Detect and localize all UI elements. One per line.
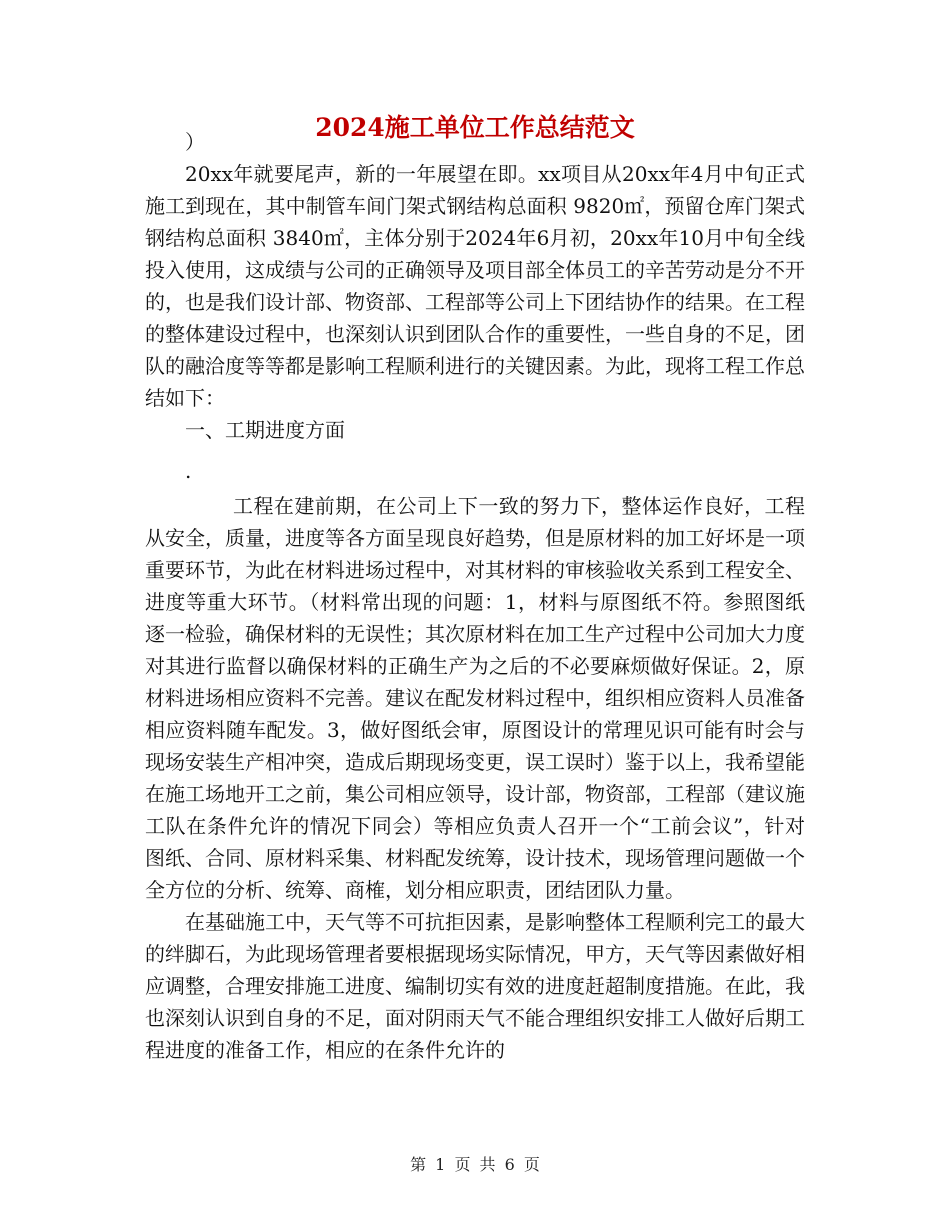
stray-dot: . xyxy=(185,459,192,483)
page-number-footer: 第 1 页 共 6 页 xyxy=(410,1155,540,1174)
document-title: 2024施工单位工作总结范文 xyxy=(315,113,635,142)
paragraph-materials: 工程在建前期，在公司上下一致的努力下，整体运作良好，工程从安全，质量，进度等各方面呈现良好趋势，但是原材料的加工好坏是一项重要环节，为此在材料进场过程中，对其材料的审核验收关系到工程安全、进度等重大环节。（材料常出现的问题：1，材料与原图纸不符。参照图纸逐一检验，确保材料的无误性；其次原材料在加工生产过程中公司加大力度对其进行监督以确保材料的正确生产为之后的不必要麻烦做好保证。2，原材料进场相应资料不完善。建议在配发材料过程中，组织相应资料人员准备相应资料随车配发。3，做好图纸会审，原图设计的常理见识可能有时会与现场安装生产相冲突，造成后期现场变更，误工误时）鉴于以上，我希望能在施工场地开工之前，集公司相应领导，设计部，物资部，工程部（建议施工队在条件允许的情况下同会）等相应负责人召开一个“工前会议”，针对图纸、合同、原材料采集、材料配发统筹，设计技术，现场管理问题做一个全方位的分析、统筹、商榷，划分相应职责，团结团队力量。 xyxy=(145,494,805,902)
paragraph-foundation: 在基础施工中，天气等不可抗拒因素，是影响整体工程顺利完工的最大的绊脚石，为此现场管理者要根据现场实际情况，甲方，天气等因素做好相应调整，合理安排施工进度、编制切实有效的进度赶超制度措施。在此，我也深刻认识到自身的不足，面对阴雨天气不能合理组织安排工人做好后期工程进度的准备工作，相应的在条件允许的 xyxy=(145,910,805,1062)
closing-bracket: ） xyxy=(185,130,205,154)
section-heading-schedule: 一、工期进度方面 xyxy=(185,418,345,442)
paragraph-intro: 20xx年就要尾声，新的一年展望在即。xx项目从20xx年4月中旬正式施工到现在，其中制管车间门架式钢结构总面积 9820㎡，预留仓库门架式钢结构总面积 3840㎡，主体分别于2024年6月初，20xx年10月中旬全线投入使用，这成绩与公司的正确领导及项目部全体员工的辛苦劳动是分不开的，也是我们设计部、物资部、工程部等公司上下团结协作的结果。在工程的整体建设过程中，也深刻认识到团队合作的重要性，一些自身的不足，团队的融洽度等等都是影响工程顺利进行的关键因素。为此，现将工程工作总结如下： xyxy=(145,162,805,410)
document-body xyxy=(145,126,805,1066)
